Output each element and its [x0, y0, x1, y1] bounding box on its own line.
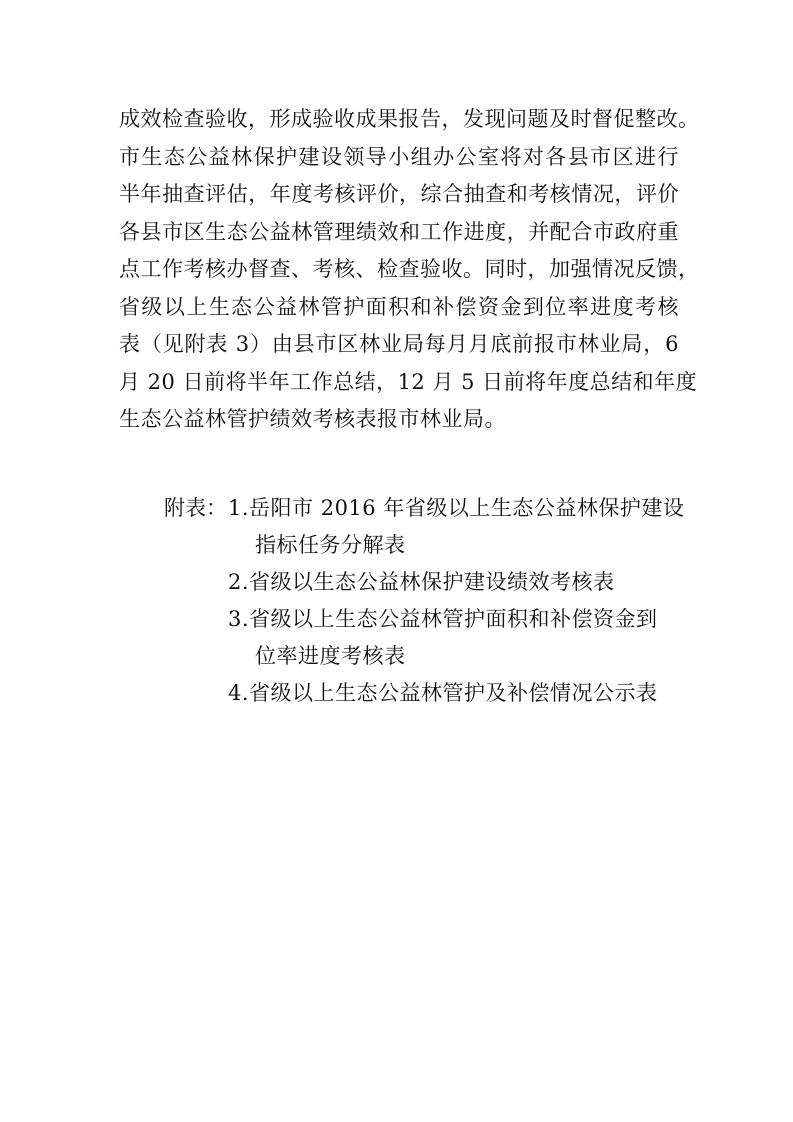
- appendix-item-text: 2.省级以生态公益林保护建设绩效考核表: [228, 570, 615, 594]
- body-line: 表（见附表 3）由县市区林业局每月月底前报市林业局，6: [119, 332, 679, 356]
- appendix-list: [164, 490, 684, 712]
- appendix-item-4: [164, 675, 684, 712]
- appendix-item-text: 1.岳阳市 2016 年省级以上生态公益林保护建设: [228, 496, 685, 520]
- appendix-item-text: 位率进度考核表: [255, 644, 406, 668]
- appendix-item-text: 3.省级以上生态公益林管护面积和补偿资金到: [228, 607, 658, 631]
- appendix-item-text: 4.省级以上生态公益林管护及补偿情况公示表: [228, 681, 658, 705]
- body-line: 市生态公益林保护建设领导小组办公室将对各县市区进行: [119, 144, 679, 169]
- body-paragraph: [119, 101, 700, 439]
- appendix-label: 附表：: [164, 496, 227, 520]
- appendix-item-1-continued: [164, 527, 684, 564]
- body-line: 月 20 日前将半年工作总结，12 月 5 日前将年度总结和年度: [119, 369, 698, 394]
- body-line: 生态公益林管护绩效考核表报市林业局。: [119, 407, 506, 431]
- appendix-item-text: 指标任务分解表: [255, 533, 406, 557]
- appendix-item-3-continued: [164, 638, 684, 675]
- appendix-item-3: [164, 601, 684, 638]
- body-line: 成效检查验收，形成验收成果报告，发现问题及时督促整改。: [119, 107, 700, 131]
- body-line: 各县市区生态公益林管理绩效和工作进度，并配合市政府重: [119, 219, 679, 244]
- appendix-item-1: [164, 490, 684, 527]
- body-line: 省级以上生态公益林管护面积和补偿资金到位率进度考核: [119, 294, 679, 319]
- body-line: 半年抽查评估，年度考核评价，综合抽查和考核情况，评价: [119, 182, 679, 206]
- appendix-item-2: [164, 564, 684, 601]
- body-line: 点工作考核办督查、考核、检查验收。同时，加强情况反馈，: [119, 257, 700, 281]
